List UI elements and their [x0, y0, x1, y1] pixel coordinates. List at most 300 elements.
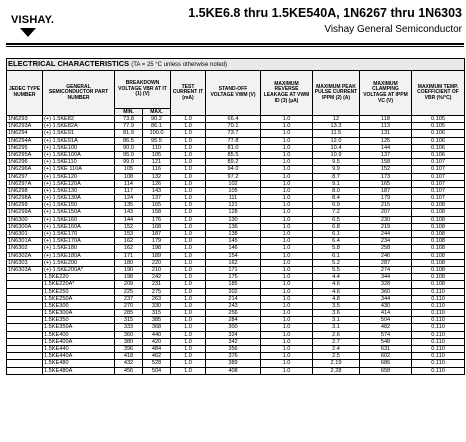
cell-vbr-min: 315	[115, 317, 143, 324]
cell-standoff-voltage: 102	[206, 180, 261, 187]
cell-standoff-voltage: 145	[206, 238, 261, 245]
cell-clamping-voltage: 207	[360, 209, 412, 216]
cell-peak-pulse-current: 9.9	[313, 166, 360, 173]
cell-temp-coefficient: 0.108	[412, 209, 465, 216]
cell-part-number: (+) 1.5KE100	[43, 144, 115, 151]
cell-peak-pulse-current: 2.4	[313, 346, 360, 353]
column-header-clamping-voltage: MAXIMUM CLAMPING VOLTAGE AT IPPM VC (V)	[360, 71, 412, 116]
cell-vbr-max: 462	[143, 353, 171, 360]
cell-clamping-voltage: 125	[360, 137, 412, 144]
cell-standoff-voltage: 130	[206, 216, 261, 223]
cell-temp-coefficient: 0.110	[412, 346, 465, 353]
cell-clamping-voltage: 215	[360, 202, 412, 209]
cell-vbr-min: 190	[115, 266, 143, 273]
cell-standoff-voltage: 162	[206, 259, 261, 266]
cell-part-number: 1.5KE350	[43, 317, 115, 324]
cell-vbr-min: 171	[115, 252, 143, 259]
cell-vbr-min: 124	[115, 195, 143, 202]
cell-reverse-leakage: 1.0	[261, 116, 313, 123]
logo-text: VISHAY.	[11, 14, 55, 26]
cell-vbr-max: 330	[143, 302, 171, 309]
cell-temp-coefficient: 0.110	[412, 324, 465, 331]
cell-standoff-voltage: 256	[206, 310, 261, 317]
cell-reverse-leakage: 1.0	[261, 274, 313, 281]
cell-vbr-max: 210	[143, 266, 171, 273]
cell-vbr-min: 270	[115, 302, 143, 309]
cell-peak-pulse-current: 6.5	[313, 216, 360, 223]
cell-reverse-leakage: 1.0	[261, 195, 313, 202]
cell-vbr-max: 90.2	[143, 116, 171, 123]
cell-reverse-leakage: 1.0	[261, 159, 313, 166]
cell-peak-pulse-current: 11.5	[313, 130, 360, 137]
cell-jedec	[7, 324, 43, 331]
cell-reverse-leakage: 1.0	[261, 216, 313, 223]
cell-reverse-leakage: 1.0	[261, 302, 313, 309]
cell-vbr-max: 420	[143, 338, 171, 345]
cell-peak-pulse-current: 3.6	[313, 310, 360, 317]
cell-part-number: (+) 1.5KE110	[43, 159, 115, 166]
cell-reverse-leakage: 1.0	[261, 266, 313, 273]
cell-part-number: 1.5KE440A	[43, 353, 115, 360]
table-row	[7, 195, 465, 202]
cell-reverse-leakage: 1.0	[261, 180, 313, 187]
cell-part-number: (+) 1.5KE100A	[43, 151, 115, 158]
table-row	[7, 151, 465, 158]
cell-jedec	[7, 360, 43, 367]
cell-test-current: 1.0	[171, 216, 206, 223]
cell-vbr-max: 189	[143, 252, 171, 259]
cell-vbr-max: 275	[143, 288, 171, 295]
cell-test-current: 1.0	[171, 238, 206, 245]
cell-part-number: (+) 1.5KE170	[43, 231, 115, 238]
cell-vbr-max: 126	[143, 180, 171, 187]
cell-vbr-max: 176	[143, 216, 171, 223]
cell-vbr-max: 484	[143, 346, 171, 353]
table-row	[7, 252, 465, 259]
cell-temp-coefficient: 0.110	[412, 302, 465, 309]
cell-peak-pulse-current: 4.6	[313, 288, 360, 295]
document-subtitle: Vishay General Semiconductor	[324, 24, 462, 35]
cell-jedec: 1N6300	[7, 216, 43, 223]
cell-vbr-max: 86.1	[143, 123, 171, 130]
cell-part-number: (+) 1.5KE200	[43, 259, 115, 266]
cell-temp-coefficient: 0.108	[412, 231, 465, 238]
cell-test-current: 1.0	[171, 130, 206, 137]
cell-temp-coefficient: 0.110	[412, 331, 465, 338]
cell-part-number: (+) 1.5KE160A	[43, 223, 115, 230]
cell-jedec: 1N6299	[7, 202, 43, 209]
cell-part-number: 1.5KE220A*	[43, 281, 115, 288]
cell-part-number: 1.5KE480	[43, 360, 115, 367]
cell-jedec: 1N6297A	[7, 180, 43, 187]
cell-part-number: (+) 1.5KE160	[43, 216, 115, 223]
cell-reverse-leakage: 1.0	[261, 360, 313, 367]
cell-vbr-max: 105	[143, 151, 171, 158]
cell-part-number: (+) 1.5KE120	[43, 173, 115, 180]
cell-standoff-voltage: 111	[206, 195, 261, 202]
cell-standoff-voltage: 175	[206, 274, 261, 281]
cell-part-number: 1.5KE250A	[43, 295, 115, 302]
cell-vbr-min: 418	[115, 353, 143, 360]
cell-reverse-leakage: 1.0	[261, 353, 313, 360]
cell-clamping-voltage: 328	[360, 281, 412, 288]
cell-clamping-voltage: 574	[360, 331, 412, 338]
cell-vbr-max: 528	[143, 360, 171, 367]
cell-peak-pulse-current: 10.4	[313, 144, 360, 151]
cell-temp-coefficient: 0.110	[412, 317, 465, 324]
cell-reverse-leakage: 1.0	[261, 281, 313, 288]
cell-temp-coefficient: 0.110	[412, 295, 465, 302]
cell-clamping-voltage: 230	[360, 216, 412, 223]
cell-temp-coefficient: 0.106	[412, 130, 465, 137]
cell-clamping-voltage: 179	[360, 195, 412, 202]
table-row	[7, 223, 465, 230]
cell-clamping-voltage: 258	[360, 245, 412, 252]
cell-peak-pulse-current: 8.4	[313, 195, 360, 202]
table-body	[7, 116, 465, 375]
cell-vbr-min: 237	[115, 295, 143, 302]
cell-vbr-min: 162	[115, 238, 143, 245]
cell-temp-coefficient: 0.108	[412, 281, 465, 288]
cell-part-number: 1.5KE220	[43, 274, 115, 281]
cell-vbr-min: 209	[115, 281, 143, 288]
cell-part-number: 1.5KE300A	[43, 310, 115, 317]
cell-vbr-min: 114	[115, 180, 143, 187]
cell-jedec: 1N6293A	[7, 123, 43, 130]
cell-peak-pulse-current: 6.1	[313, 231, 360, 238]
cell-vbr-max: 137	[143, 195, 171, 202]
cell-vbr-min: 396	[115, 346, 143, 353]
cell-test-current: 1.0	[171, 288, 206, 295]
cell-temp-coefficient: 0.108	[412, 259, 465, 266]
cell-peak-pulse-current: 6.1	[313, 252, 360, 259]
table-row	[7, 180, 465, 187]
cell-jedec: 1N6295	[7, 144, 43, 151]
cell-clamping-voltage: 144	[360, 144, 412, 151]
cell-part-number: (+) 1.5KE82A	[43, 123, 115, 130]
cell-test-current: 1.0	[171, 202, 206, 209]
cell-standoff-voltage: 138	[206, 231, 261, 238]
cell-test-current: 1.0	[171, 180, 206, 187]
cell-test-current: 1.0	[171, 159, 206, 166]
table-row	[7, 202, 465, 209]
cell-temp-coefficient: 0.108	[412, 216, 465, 223]
cell-peak-pulse-current: 4.8	[313, 295, 360, 302]
cell-test-current: 1.0	[171, 281, 206, 288]
cell-temp-coefficient: 0.106	[412, 137, 465, 144]
cell-jedec: 1N6294	[7, 130, 43, 137]
cell-peak-pulse-current: 8.7	[313, 173, 360, 180]
table-row	[7, 331, 465, 338]
cell-vbr-max: 368	[143, 324, 171, 331]
cell-vbr-max: 168	[143, 223, 171, 230]
cell-jedec: 1N6299A	[7, 209, 43, 216]
cell-peak-pulse-current: 6.8	[313, 223, 360, 230]
cell-jedec: 1N6295A	[7, 151, 43, 158]
cell-test-current: 1.0	[171, 195, 206, 202]
cell-temp-coefficient: 0.110	[412, 353, 465, 360]
table-row	[7, 338, 465, 345]
cell-jedec: 1N6301A	[7, 238, 43, 245]
cell-jedec: 1N6303A	[7, 266, 43, 273]
cell-reverse-leakage: 1.0	[261, 173, 313, 180]
cell-vbr-min: 225	[115, 288, 143, 295]
cell-test-current: 1.0	[171, 187, 206, 194]
cell-standoff-voltage: 356	[206, 346, 261, 353]
cell-standoff-voltage: 73.7	[206, 130, 261, 137]
cell-vbr-max: 158	[143, 209, 171, 216]
cell-peak-pulse-current: 5.2	[313, 259, 360, 266]
cell-test-current: 1.0	[171, 123, 206, 130]
document-title: 1.5KE6.8 thru 1.5KE540A, 1N6267 thru 1N6303	[188, 6, 462, 20]
cell-clamping-voltage: 165	[360, 180, 412, 187]
cell-test-current: 1.0	[171, 346, 206, 353]
cell-vbr-max: 95.5	[143, 137, 171, 144]
cell-part-number: (+) 1.5KE150	[43, 202, 115, 209]
cell-clamping-voltage: 234	[360, 238, 412, 245]
table-row	[7, 302, 465, 309]
column-header-temp-coefficient: MAXIMUM TEMP. COEFFICIENT OF VBR (%/°C)	[412, 71, 465, 116]
cell-reverse-leakage: 1.0	[261, 252, 313, 259]
cell-standoff-voltage: 202	[206, 288, 261, 295]
table-row	[7, 288, 465, 295]
cell-temp-coefficient: 0.110	[412, 310, 465, 317]
cell-jedec: 1N6296	[7, 159, 43, 166]
cell-jedec	[7, 367, 43, 374]
table-row	[7, 281, 465, 288]
cell-part-number: (+) 1.5KE82	[43, 116, 115, 123]
cell-vbr-min: 198	[115, 274, 143, 281]
cell-jedec	[7, 302, 43, 309]
cell-peak-pulse-current: 9.1	[313, 180, 360, 187]
column-header-jedec: JEDEC TYPE NUMBER	[7, 71, 43, 116]
section-condition: (TA = 25 °C unless otherwise noted)	[131, 62, 228, 68]
cell-reverse-leakage: 1.0	[261, 123, 313, 130]
cell-reverse-leakage: 1.0	[261, 202, 313, 209]
cell-standoff-voltage: 214	[206, 295, 261, 302]
cell-test-current: 1.0	[171, 173, 206, 180]
cell-vbr-min: 333	[115, 324, 143, 331]
cell-standoff-voltage: 342	[206, 338, 261, 345]
subheader-max: MAX.	[143, 109, 171, 116]
cell-peak-pulse-current: 9.5	[313, 159, 360, 166]
cell-test-current: 1.0	[171, 252, 206, 259]
table-row	[7, 310, 465, 317]
section-header	[7, 59, 465, 71]
cell-jedec: 1N6302	[7, 245, 43, 252]
column-header-breakdown-voltage: BREAKDOWN VOLTAGE VBR AT IT (1) (V)	[115, 71, 171, 109]
cell-part-number: 1.5KE300	[43, 302, 115, 309]
table-row	[7, 360, 465, 367]
cell-test-current: 1.0	[171, 151, 206, 158]
cell-part-number: (+) 1.5KE130	[43, 187, 115, 194]
cell-test-current: 1.0	[171, 302, 206, 309]
cell-reverse-leakage: 1.0	[261, 231, 313, 238]
cell-reverse-leakage: 1.0	[261, 367, 313, 374]
cell-test-current: 1.0	[171, 137, 206, 144]
cell-standoff-voltage: 77.8	[206, 137, 261, 144]
cell-part-number: 1.5KE440	[43, 346, 115, 353]
cell-test-current: 1.0	[171, 209, 206, 216]
cell-vbr-min: 380	[115, 338, 143, 345]
cell-peak-pulse-current: 2.5	[313, 353, 360, 360]
cell-part-number: 1.5KE350A	[43, 324, 115, 331]
cell-peak-pulse-current: 6.9	[313, 202, 360, 209]
cell-test-current: 1.0	[171, 331, 206, 338]
cell-vbr-max: 220	[143, 259, 171, 266]
cell-temp-coefficient: 0.110	[412, 360, 465, 367]
cell-temp-coefficient: 0.110	[412, 288, 465, 295]
cell-standoff-voltage: 128	[206, 209, 261, 216]
cell-peak-pulse-current: 5.5	[313, 266, 360, 273]
cell-vbr-min: 99.0	[115, 159, 143, 166]
cell-reverse-leakage: 1.0	[261, 317, 313, 324]
table-row	[7, 353, 465, 360]
table-row	[7, 187, 465, 194]
cell-temp-coefficient: 0.107	[412, 180, 465, 187]
cell-vbr-max: 231	[143, 281, 171, 288]
cell-jedec: 1N6297	[7, 173, 43, 180]
cell-peak-pulse-current: 10.9	[313, 151, 360, 158]
cell-clamping-voltage: 482	[360, 324, 412, 331]
cell-standoff-voltage: 171	[206, 266, 261, 273]
cell-temp-coefficient: 0.105	[412, 116, 465, 123]
cell-vbr-min: 77.9	[115, 123, 143, 130]
cell-peak-pulse-current: 12.0	[313, 137, 360, 144]
cell-vbr-max: 198	[143, 245, 171, 252]
cell-clamping-voltage: 344	[360, 274, 412, 281]
cell-part-number: (+) 1.5KE200A*	[43, 266, 115, 273]
logo-triangle-icon	[20, 28, 36, 37]
cell-jedec	[7, 338, 43, 345]
cell-temp-coefficient: 0.107	[412, 187, 465, 194]
cell-test-current: 1.0	[171, 223, 206, 230]
cell-clamping-voltage: 658	[360, 367, 412, 374]
cell-reverse-leakage: 1.0	[261, 151, 313, 158]
cell-test-current: 1.0	[171, 338, 206, 345]
cell-standoff-voltage: 154	[206, 252, 261, 259]
header-rule	[6, 43, 464, 45]
cell-temp-coefficient: 0.106	[412, 144, 465, 151]
cell-reverse-leakage: 1.0	[261, 331, 313, 338]
cell-clamping-voltage: 360	[360, 288, 412, 295]
cell-part-number: (+) 1.5KE120A	[43, 180, 115, 187]
cell-part-number: (+) 1.5KE91A	[43, 137, 115, 144]
cell-reverse-leakage: 1.0	[261, 137, 313, 144]
cell-reverse-leakage: 1.0	[261, 295, 313, 302]
cell-jedec: 1N6300A	[7, 223, 43, 230]
table-row	[7, 216, 465, 223]
cell-vbr-min: 108	[115, 173, 143, 180]
cell-part-number: (+) 1.5KE 110A	[43, 166, 115, 173]
table-row	[7, 295, 465, 302]
cell-vbr-min: 153	[115, 231, 143, 238]
cell-reverse-leakage: 1.0	[261, 259, 313, 266]
cell-reverse-leakage: 1.0	[261, 324, 313, 331]
electrical-characteristics-table	[6, 58, 465, 375]
cell-jedec	[7, 274, 43, 281]
table-row	[7, 173, 465, 180]
cell-vbr-min: 360	[115, 331, 143, 338]
table-row	[7, 245, 465, 252]
cell-vbr-min: 117	[115, 187, 143, 194]
cell-vbr-max: 121	[143, 159, 171, 166]
cell-standoff-voltage: 284	[206, 317, 261, 324]
cell-temp-coefficient: 0.110	[412, 367, 465, 374]
table-row	[7, 116, 465, 123]
cell-jedec	[7, 310, 43, 317]
cell-reverse-leakage: 1.0	[261, 346, 313, 353]
cell-reverse-leakage: 1.0	[261, 288, 313, 295]
cell-vbr-min: 90.0	[115, 144, 143, 151]
cell-temp-coefficient: 0.108	[412, 245, 465, 252]
cell-vbr-min: 152	[115, 223, 143, 230]
cell-reverse-leakage: 1.0	[261, 209, 313, 216]
cell-clamping-voltage: 152	[360, 166, 412, 173]
cell-temp-coefficient: 0.107	[412, 166, 465, 173]
column-header-standoff-voltage: STAND-OFF VOLTAGE VWM (V)	[206, 71, 261, 116]
cell-clamping-voltage: 246	[360, 252, 412, 259]
cell-test-current: 1.0	[171, 367, 206, 374]
cell-vbr-min: 143	[115, 209, 143, 216]
cell-test-current: 1.0	[171, 166, 206, 173]
table-row	[7, 259, 465, 266]
table-row	[7, 123, 465, 130]
cell-test-current: 1.0	[171, 324, 206, 331]
table-row	[7, 166, 465, 173]
cell-jedec: 1N6293	[7, 116, 43, 123]
cell-clamping-voltage: 504	[360, 317, 412, 324]
cell-jedec: 1N6294A	[7, 137, 43, 144]
cell-vbr-max: 440	[143, 331, 171, 338]
cell-test-current: 1.0	[171, 116, 206, 123]
cell-standoff-voltage: 243	[206, 302, 261, 309]
table-row	[7, 231, 465, 238]
cell-vbr-max: 110	[143, 144, 171, 151]
cell-standoff-voltage: 121	[206, 202, 261, 209]
cell-clamping-voltage: 602	[360, 353, 412, 360]
cell-vbr-max: 179	[143, 238, 171, 245]
cell-vbr-min: 105	[115, 166, 143, 173]
cell-vbr-min: 81.9	[115, 130, 143, 137]
cell-peak-pulse-current: 7.2	[313, 209, 360, 216]
cell-peak-pulse-current: 5.8	[313, 245, 360, 252]
cell-clamping-voltage: 414	[360, 310, 412, 317]
cell-vbr-min: 73.8	[115, 116, 143, 123]
table-row	[7, 137, 465, 144]
cell-test-current: 1.0	[171, 353, 206, 360]
cell-vbr-min: 180	[115, 259, 143, 266]
cell-jedec: 1N6296A	[7, 166, 43, 173]
header-rule-thin	[6, 46, 464, 47]
cell-standoff-voltage: 146	[206, 245, 261, 252]
cell-clamping-voltage: 244	[360, 231, 412, 238]
cell-standoff-voltage: 97.2	[206, 173, 261, 180]
vishay-logo	[6, 6, 56, 30]
cell-reverse-leakage: 1.0	[261, 166, 313, 173]
column-header-reverse-leakage: MAXIMUM REVERSE LEAKAGE AT VWM ID (3) (µA)	[261, 71, 313, 116]
cell-vbr-max: 504	[143, 367, 171, 374]
cell-test-current: 1.0	[171, 144, 206, 151]
cell-test-current: 1.0	[171, 360, 206, 367]
cell-clamping-voltage: 631	[360, 346, 412, 353]
cell-standoff-voltage: 389	[206, 360, 261, 367]
cell-clamping-voltage: 344	[360, 295, 412, 302]
cell-part-number: 1.5KE400	[43, 331, 115, 338]
cell-standoff-voltage: 89.2	[206, 159, 261, 166]
table-row	[7, 266, 465, 273]
cell-jedec	[7, 281, 43, 288]
